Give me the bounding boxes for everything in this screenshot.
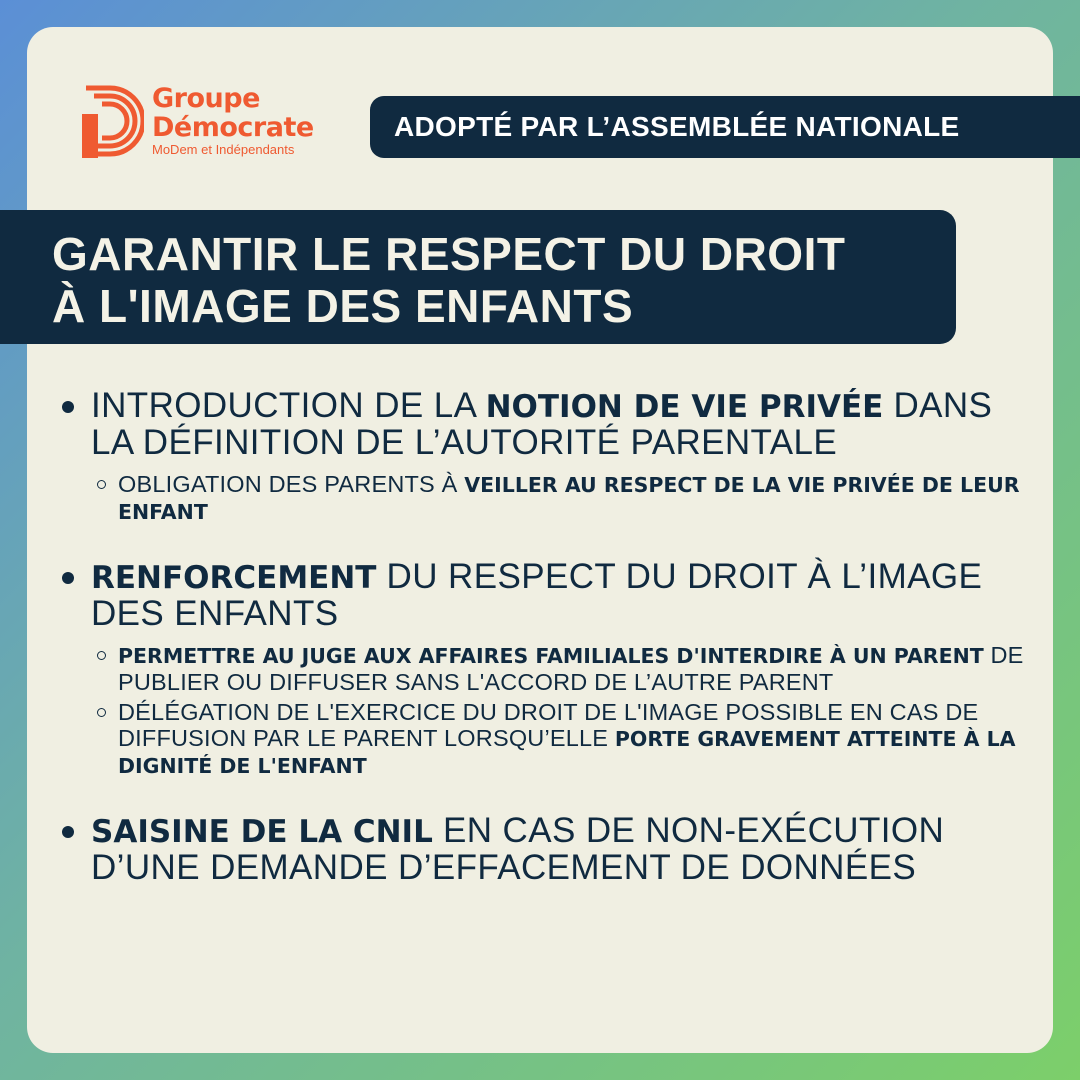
bullet-item [60, 813, 1040, 886]
bullet-text-segment: NOTION DE VIE PRIVÉE [485, 389, 884, 425]
bullet-list [60, 388, 1040, 886]
sub-bullet-text-segment: DE PUBLIER OU DIFFUSER SANS L'ACCORD DE L’AUTRE PARENT [118, 642, 1024, 695]
bullet-dot-icon [62, 401, 74, 413]
bullet-text-segment: RENFORCEMENT [91, 560, 377, 596]
bullet-dot-icon [62, 572, 74, 584]
bullet-item [60, 388, 1040, 525]
bullet-text-segment: SAISINE DE LA CNIL [91, 814, 433, 850]
sub-bullet-text [118, 699, 1040, 779]
sub-bullet-list [97, 642, 1040, 779]
bullet-text-segment: INTRODUCTION DE LA [91, 386, 486, 425]
page-title-line-2: À L'IMAGE DES ENFANTS [52, 280, 634, 332]
bullet-text-segment: DU RESPECT DU DROIT À L’IMAGE DES ENFANTS [91, 557, 983, 633]
logo-line-subtitle: MoDem et Indépendants [152, 142, 295, 157]
adopted-badge: ADOPTÉ PAR L’ASSEMBLÉE NATIONALE [370, 96, 1080, 158]
bullet-text [91, 388, 1040, 461]
bullet-text [91, 559, 1040, 632]
logo-text [152, 84, 314, 157]
bullet-text [91, 813, 1040, 886]
page-title-line-1: GARANTIR LE RESPECT DU DROIT [52, 228, 846, 280]
bullet-dot-icon [62, 826, 74, 838]
sub-bullet-text-segment: OBLIGATION DES PARENTS À [118, 471, 465, 497]
logo-d-icon [82, 84, 144, 158]
sub-bullet-item [97, 699, 1040, 779]
sub-bullet-text [118, 471, 1040, 525]
sub-bullet-text-segment: PORTE GRAVEMENT ATTEINTE À LA DIGNITÉ DE L'ENFANT [118, 727, 1016, 778]
sub-bullet-circle-icon [97, 480, 106, 489]
sub-bullet-list [97, 471, 1040, 525]
logo-line-democrate: Démocrate [152, 112, 314, 143]
sub-bullet-text [118, 642, 1040, 695]
bullet-item [60, 559, 1040, 779]
logo-line-groupe: Groupe [152, 83, 260, 114]
sub-bullet-text-segment: VEILLER AU RESPECT DE LA VIE PRIVÉE DE LEUR ENFANT [118, 473, 1020, 524]
sub-bullet-circle-icon [97, 651, 106, 660]
sub-bullet-text-segment: PERMETTRE AU JUGE AUX AFFAIRES FAMILIALES D'INTERDIRE À UN PARENT [118, 644, 984, 668]
sub-bullet-text-segment: DÉLÉGATION DE L'EXERCICE DU DROIT DE L'IMAGE POSSIBLE EN CAS DE DIFFUSION PAR LE PARENT LORSQU’ELLE [118, 699, 979, 751]
page-title [52, 228, 942, 332]
sub-bullet-item [97, 471, 1040, 525]
bullet-text-segment: DANS LA DÉFINITION DE L’AUTORITÉ PARENTALE [91, 386, 993, 462]
sub-bullet-circle-icon [97, 708, 106, 717]
bullet-text-segment: EN CAS DE NON-EXÉCUTION D’UNE DEMANDE D’EFFACEMENT DE DONNÉES [91, 811, 945, 887]
group-logo [82, 84, 352, 162]
sub-bullet-item [97, 642, 1040, 695]
title-banner [0, 210, 956, 344]
